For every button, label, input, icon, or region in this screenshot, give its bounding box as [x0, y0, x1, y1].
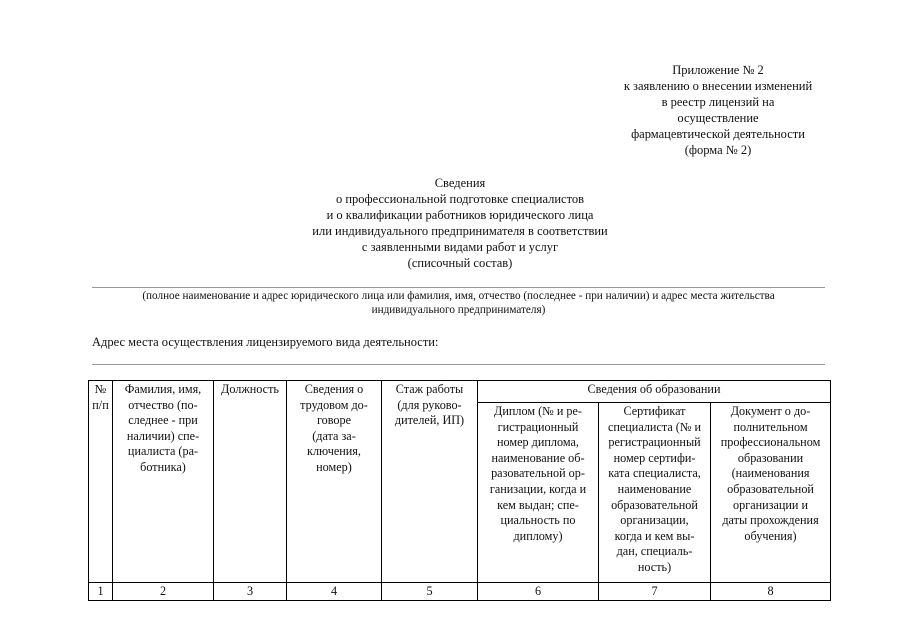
appendix-line: в реестр лицензий на — [661, 95, 775, 109]
appendix-header — [600, 62, 836, 158]
title-line: и о квалификации работников юридического лица — [326, 208, 594, 222]
header-education-group: Сведения об образовании — [478, 381, 831, 403]
title-line: или индивидуального предпринимателя в соответствии — [312, 224, 608, 238]
document-title — [250, 175, 670, 271]
appendix-line: (форма № 2) — [684, 143, 752, 157]
address-label: Адрес места осуществления лицензируемого вида деятельности: — [92, 335, 439, 349]
appendix-line: к заявлению о внесении изменений — [623, 79, 813, 93]
appendix-line: фармацевтической деятельности — [631, 127, 805, 141]
header-position: Должность — [214, 381, 287, 583]
title-line: с заявленными видами работ и услуг — [361, 240, 559, 254]
header-diploma: Диплом (№ и ре- гистрационный номер диплома, наименование об- разовательной ор- ганизации, когда и кем выдан; спе- циальность по диплому) — [478, 403, 599, 583]
title-line: о профессиональной подготовке специалистов — [335, 192, 585, 206]
column-number: 1 — [89, 583, 113, 601]
header-employment-contract: Сведения о трудовом до- говоре (дата за- ключения, номер) — [287, 381, 382, 583]
title-line: Сведения — [434, 176, 486, 190]
appendix-line: Приложение № 2 — [672, 63, 764, 77]
entity-caption — [92, 289, 825, 317]
appendix-line: осуществление — [677, 111, 759, 125]
staff-table — [88, 380, 831, 601]
column-number: 3 — [214, 583, 287, 601]
header-additional-education: Документ о до- полнительном профессиональном образовании (наименования образовательной организации и даты прохождения обучения) — [711, 403, 831, 583]
header-number: № п/п — [89, 381, 113, 583]
header-full-name: Фамилия, имя, отчество (по- следнее - при наличии) спе- циалиста (ра- ботника) — [113, 381, 214, 583]
header-certificate: Сертификат специалиста (№ и регистрационный номер сертифи- ката специалиста, наименование образовательной организации, когда и кем вы- дан, специаль- ность) — [599, 403, 711, 583]
entity-fill-line — [92, 287, 825, 288]
column-number: 2 — [113, 583, 214, 601]
column-number: 5 — [382, 583, 478, 601]
caption-line: индивидуального предпринимателя) — [371, 304, 546, 316]
column-number: 4 — [287, 583, 382, 601]
header-work-experience: Стаж работы (для руково- дителей, ИП) — [382, 381, 478, 583]
address-fill-line — [92, 364, 825, 365]
table-number-row — [89, 583, 831, 601]
column-number: 6 — [478, 583, 599, 601]
column-number: 7 — [599, 583, 711, 601]
column-number: 8 — [711, 583, 831, 601]
caption-line: (полное наименование и адрес юридического лица или фамилия, имя, отчество (последнее - при наличии) и адрес места жительства — [142, 290, 775, 302]
table-header-row — [89, 381, 831, 403]
title-line: (списочный состав) — [407, 256, 513, 270]
